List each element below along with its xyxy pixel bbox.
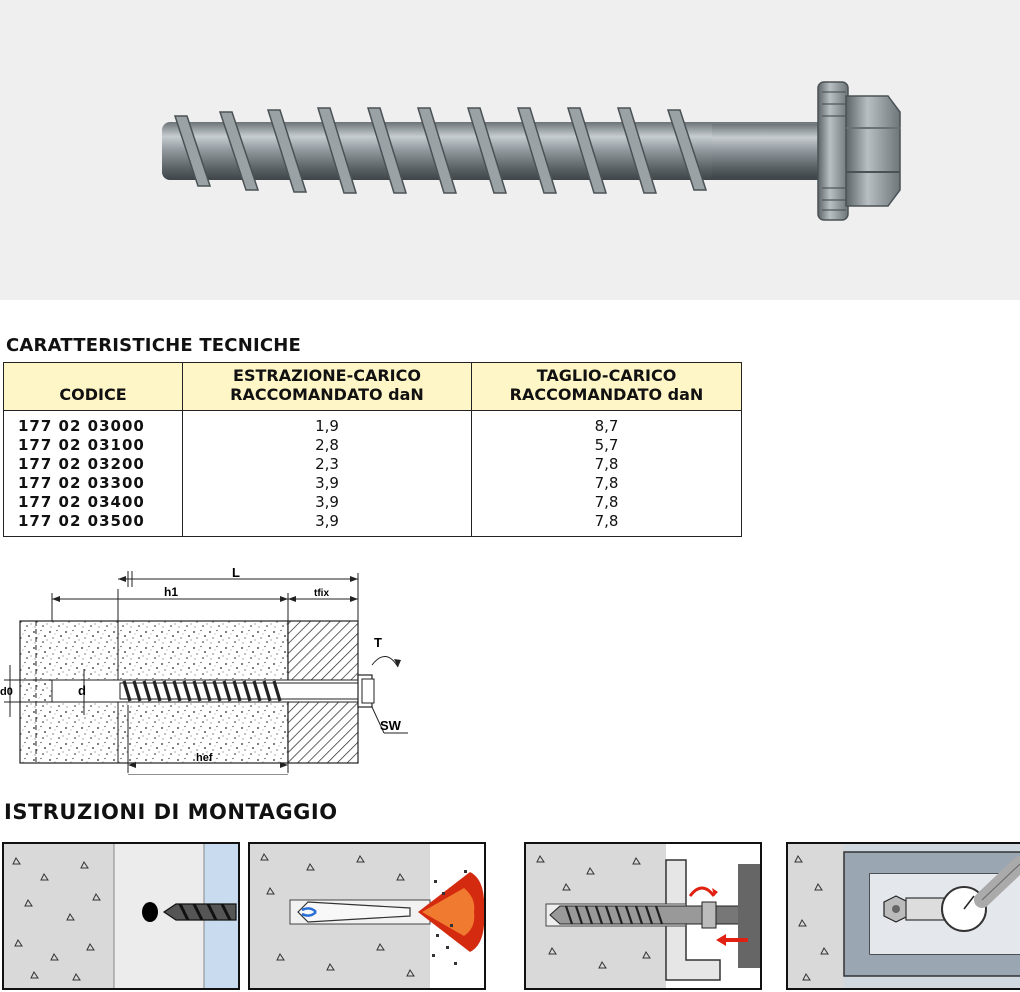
shear-cell: 7,8 [472,512,742,537]
step-blowout-illustration [250,844,484,988]
dim-length-label: L [232,565,240,580]
pullout-cell: 1,9 [183,411,472,437]
step-screw-illustration [526,844,760,988]
step-torque-illustration [788,844,1020,988]
torque-label: T [374,635,382,650]
shear-cell: 8,7 [472,411,742,437]
pullout-cell: 3,9 [183,512,472,537]
shear-cell: 7,8 [472,455,742,474]
code-cell: 177 02 03000 [18,417,145,435]
code-cell: 177 02 03100 [18,436,145,454]
shear-cell: 7,8 [472,474,742,493]
step-torque-panel [786,842,1020,990]
table-row [4,493,742,512]
dim-fixture-thickness-label: tfix [314,588,329,599]
specs-title: CARATTERISTICHE TECNICHE [6,335,302,356]
table-row [4,436,742,455]
table-row [4,411,742,437]
header-code: CODICE [4,363,183,411]
shear-cell: 7,8 [472,493,742,512]
product-photo [0,0,1020,300]
table-row [4,455,742,474]
pullout-cell: 3,9 [183,474,472,493]
step-drill-panel [2,842,240,990]
code-cell: 177 02 03400 [18,493,145,511]
table-row [4,512,742,537]
mounting-title: ISTRUZIONI DI MONTAGGIO [4,800,338,824]
header-pullout: ESTRAZIONE-CARICO RACCOMANDATO daN [183,363,472,411]
code-cell: 177 02 03300 [18,474,145,492]
pullout-cell: 2,3 [183,455,472,474]
dim-drill-diameter-label: d0 [0,686,13,698]
table-row [4,474,742,493]
specs-table [3,362,742,537]
code-cell: 177 02 03500 [18,512,145,530]
dim-hole-depth-label: h1 [164,585,179,599]
code-cell: 177 02 03200 [18,455,145,473]
dim-embedment-label: hef [196,752,213,764]
dim-screw-diameter-label: d [78,683,86,698]
table-header-row [4,363,742,411]
step-screw-panel [524,842,762,990]
wrench-size-label: SW [380,718,401,733]
shear-cell: 5,7 [472,436,742,455]
concrete-screw-image [0,0,1020,300]
installation-diagram [0,565,420,775]
pullout-cell: 2,8 [183,436,472,455]
pullout-cell: 3,9 [183,493,472,512]
step-drill-illustration [4,844,238,988]
step-blowout-panel [248,842,486,990]
header-shear: TAGLIO-CARICO RACCOMANDATO daN [472,363,742,411]
